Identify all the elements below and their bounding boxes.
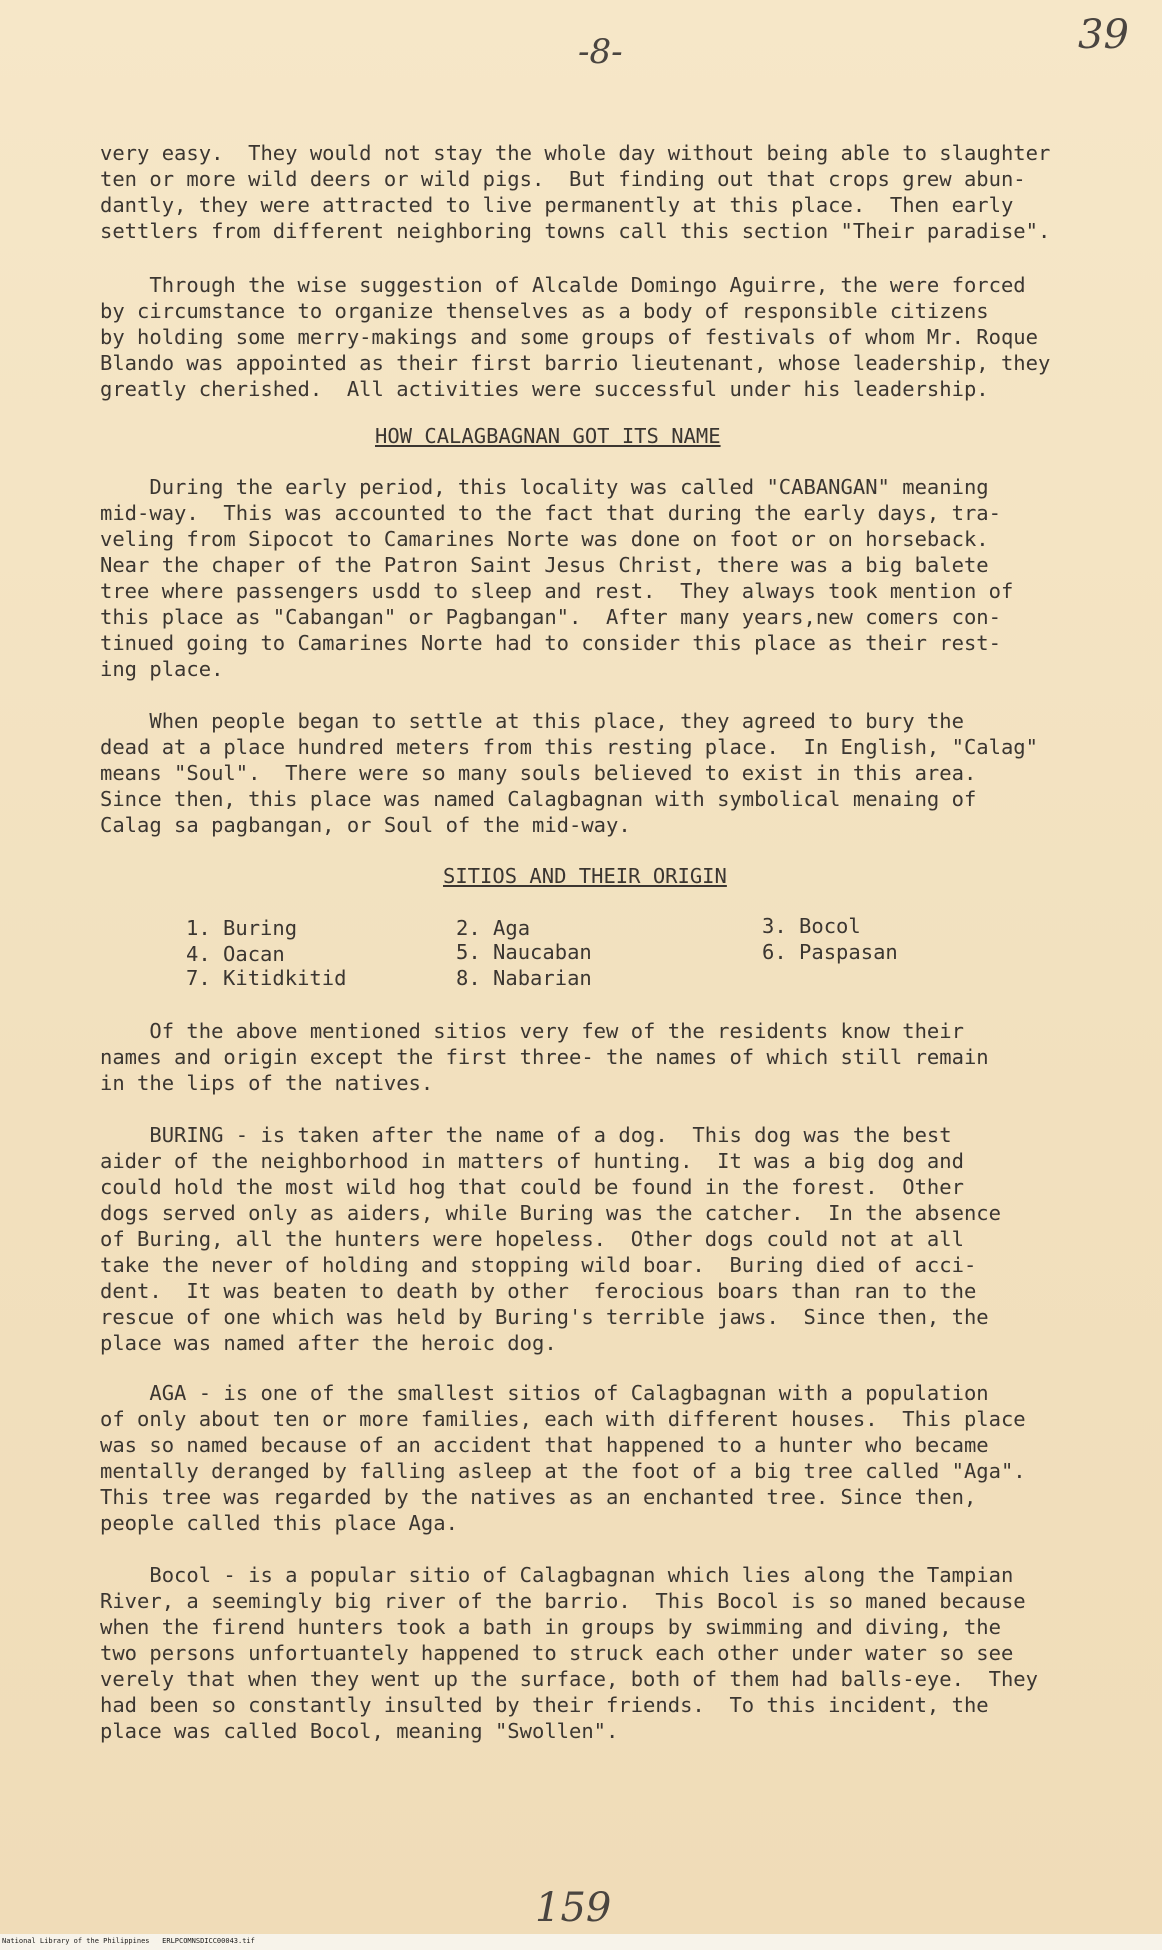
paragraph-settlement: very easy. They would not stay the whole day without being able to slaughter ten or more wild deers or wild pigs. But finding out that crops grew abun- dantly, they were attracted to live permanently at this place. Then early settlers from different neighboring towns call this section "Their paradise". [100, 141, 1051, 243]
paragraph-aga: AGA - is one of the smallest sitios of Calagbagnan with a population of only about ten or more families, each with different houses. This place was so named because of an accident that happened to a hunter who became mentally deranged by falling asleep at the foot of a big tree called "Aga". This tree was regarded by the natives as an enchanted tree. Since then, people called this place Aga. [100, 1381, 1026, 1535]
paragraph-cabangan: During the early period, this locality was called "CABANGAN" meaning mid-way. This was accounted to the fact that during the early days, tra- veling from Sipocot to Camarines Norte was done on foot or on horseback. Near the chaper of the Patron Saint Jesus Christ, there was a big balete tree where passengers usdd to sleep and rest. They always took mention of this place as "Cabangan" or Pagbangan". After many years,new comers con- tinued going to Camarines Norte had to consider this place as their rest- ing place. [100, 475, 1014, 681]
paragraph-bocol: Bocol - is a popular sitio of Calagbagnan which lies along the Tampian River, a seemingly big river of the barrio. This Bocol is so maned because when the firend hunters took a bath in groups by swimming and diving, the two persons unfortuantely happened to struck each other under water so see verely that when they went up the surface, both of them had balls-eye. They had been so constantly insulted by their friends. To this incident, the place was called Bocol, meaning "Swollen". [100, 1563, 1038, 1743]
paragraph-organization: Through the wise suggestion of Alcalde Domingo Aguirre, the were forced by circumstance to organize thenselves as a body of responsible citizens by holding some merry-makings and some groups of festivals of whom Mr. Roque Blando was appointed as their first barrio lieutenant, whose leadership, they greatly cherished. All activities were successful under his leadership. [100, 273, 1051, 401]
paragraph-buring: BURING - is taken after the name of a dog. This dog was the best aider of the neighborhood in matters of hunting. It was a big dog and could hold the most wild hog that could be found in the forest. Other dogs served only as aiders, while Buring was the catcher. In the absence of Buring, all the hunters were hopeless. Other dogs could not at all take the never of holding and stopping wild boar. Buring died of acci- dent. It was beaten to death by other ferocious boars than ran to the rescue of one which was held by Buring's terrible jaws. Since then, the place was named after the heroic dog. [100, 1123, 1001, 1355]
bottom-page-number: 159 [535, 1885, 612, 1931]
sitio-item: 3. Bocol [762, 914, 861, 938]
sitio-item: 4. Oacan [186, 942, 285, 966]
sitio-item: 8. Nabarian [456, 966, 592, 990]
sitio-item: 1. Buring [186, 916, 298, 940]
sitio-item: 6. Paspasan [762, 940, 898, 964]
heading-sitios: SITIOS AND THEIR ORIGIN [443, 864, 727, 888]
page-number: -8- [578, 32, 623, 72]
sitio-item: 2. Aga [456, 916, 531, 940]
footer-credit: National Library of the Philippines ERLPCOMNSDICC00043.tif [2, 1937, 255, 1945]
paragraph-calag: When people began to settle at this place, they agreed to bury the dead at a place hundred meters from this resting place. In English, "Calag" means "Soul". There were so many souls believed to exist in this area. Since then, this place was named Calagbagnan with symbolical menaing of Calag sa pagbangan, or Soul of the mid-way. [100, 709, 1038, 837]
sitio-item: 5. Naucaban [456, 940, 592, 964]
heading-name-origin: HOW CALAGBAGNAN GOT ITS NAME [375, 424, 721, 448]
folio-number: 39 [1078, 12, 1129, 58]
sitio-item: 7. Kitidkitid [186, 966, 347, 990]
paragraph-sitios-intro: Of the above mentioned sitios very few of the residents know their names and origin except the first three- the names of which still remain in the lips of the natives. [100, 1019, 989, 1095]
